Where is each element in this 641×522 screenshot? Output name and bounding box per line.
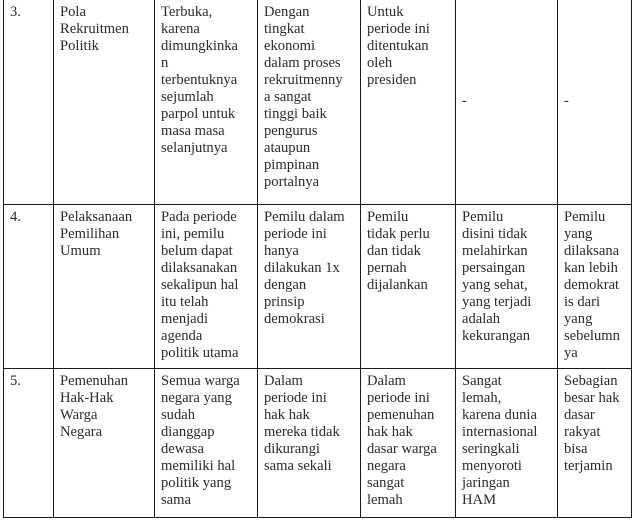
- row-number: 5.: [10, 373, 21, 389]
- period-3-cell: [361, 0, 456, 205]
- period-1-text: Semua warga negara yang sudah dianggap dewasa memiliki hal politik yang sama: [161, 373, 240, 508]
- table-row: [4, 0, 632, 205]
- comparison-table: [3, 0, 632, 518]
- row-number-cell: [4, 0, 54, 205]
- row-number-cell: [4, 369, 54, 518]
- period-5-text: Sebagian besar hak dasar rakyat bisa terjamin: [564, 373, 620, 474]
- period-3-text: Untuk periode ini ditentukan oleh presiden: [367, 4, 430, 88]
- row-number-cell: [4, 205, 54, 369]
- period-3-text: Pemilu tidak perlu dan tidak pernah dijalankan: [367, 209, 430, 293]
- period-5-cell: [558, 0, 632, 205]
- aspect-text: Pelaksanaan Pemilihan Umum: [60, 209, 133, 259]
- period-2-text: Dengan tingkat ekonomi dalam proses rekruitmenny a sangat tinggi baik pengurus ataupun pimpinan portalnya: [264, 4, 343, 190]
- period-1-cell: [155, 0, 258, 205]
- period-3-cell: [361, 369, 456, 518]
- period-4-cell: [456, 0, 558, 205]
- period-2-cell: [258, 0, 361, 205]
- period-5-text: Pemilu yang dilaksana kan lebih demokrat is dari yang sebelumn ya: [564, 209, 620, 361]
- period-5-cell: [558, 205, 632, 369]
- aspect-text: Pemenuhan Hak-Hak Warga Negara: [60, 373, 129, 440]
- table-row: [4, 205, 632, 369]
- row-number: 3.: [10, 4, 21, 20]
- aspect-text: Pola Rekruitmen Politik: [60, 4, 129, 54]
- aspect-cell: [54, 369, 155, 518]
- period-4-cell: [456, 205, 558, 369]
- period-4-text: Sangat lemah, karena dunia internasional seringkali menyoroti jaringan HAM: [462, 373, 538, 508]
- period-2-text: Dalam periode ini hak hak mereka tidak dikurangi sama sekali: [264, 373, 340, 474]
- period-1-cell: [155, 369, 258, 518]
- period-2-cell: [258, 205, 361, 369]
- period-2-cell: [258, 369, 361, 518]
- period-4-text: -: [462, 92, 467, 109]
- row-number: 4.: [10, 209, 21, 225]
- period-1-text: Terbuka, karena dimungkinka n terbentuknya sejumlah parpol untuk masa masa selanjutnya: [161, 4, 239, 156]
- period-1-cell: [155, 205, 258, 369]
- period-2-text: Pemilu dalam periode ini hanya dilakukan 1x dengan prinsip demokrasi: [264, 209, 345, 327]
- period-3-text: Dalam periode ini pemenuhan hak hak dasar warga negara sangat lemah: [367, 373, 437, 508]
- aspect-cell: [54, 205, 155, 369]
- period-5-text: -: [564, 92, 569, 109]
- period-5-cell: [558, 369, 632, 518]
- table-row: [4, 369, 632, 518]
- period-3-cell: [361, 205, 456, 369]
- period-4-text: Pemilu disini tidak melahirkan persaingan yang sehat, yang terjadi adalah kekurangan: [462, 209, 532, 344]
- period-1-text: Pada periode ini, pemilu belum dapat dilaksanakan sekalipun hal itu telah menjadi agenda politik utama: [161, 209, 239, 361]
- aspect-cell: [54, 0, 155, 205]
- period-4-cell: [456, 369, 558, 518]
